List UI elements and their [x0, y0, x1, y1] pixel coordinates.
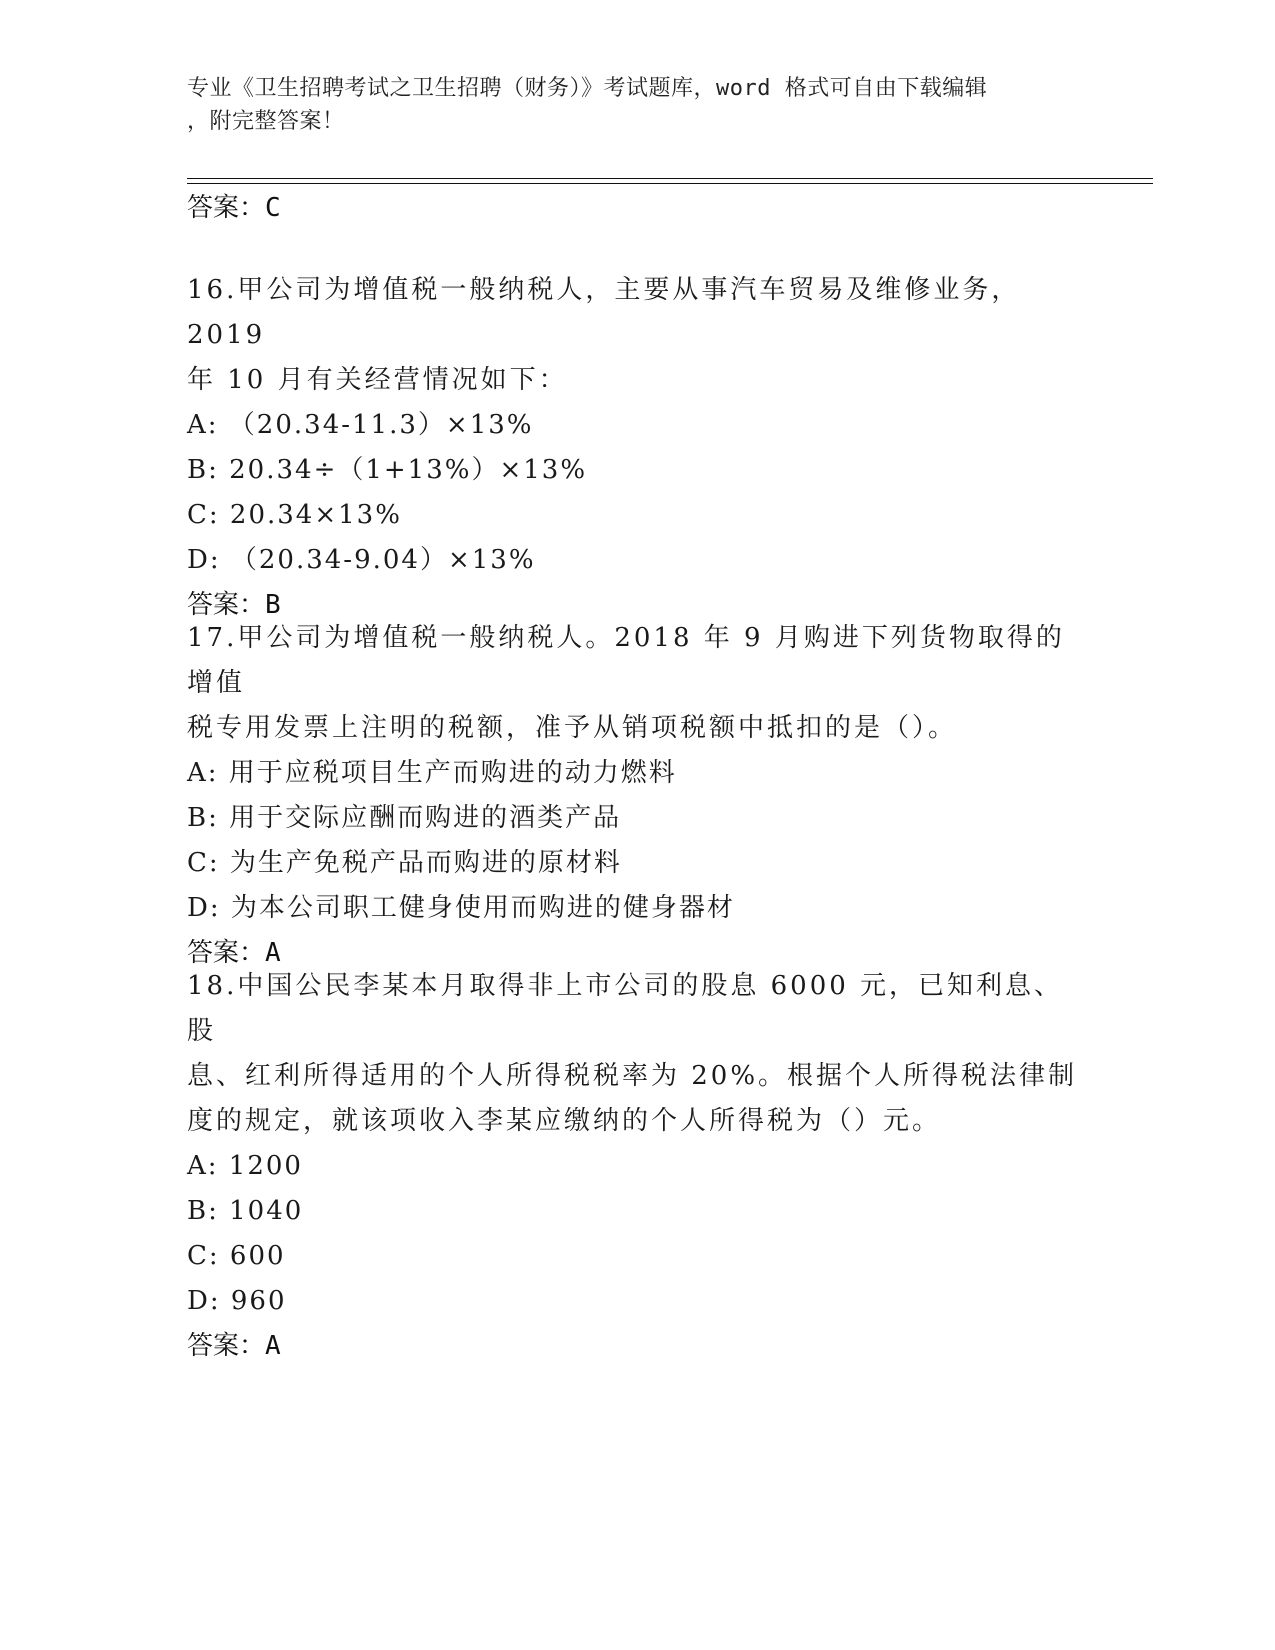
answer: 答案：A	[187, 938, 281, 968]
question-17	[187, 616, 1087, 976]
question-stem-line: 度的规定，就该项收入李某应缴纳的个人所得税为（）元。	[187, 1106, 942, 1136]
option-c: C: 600	[187, 1241, 286, 1271]
option-c: C: 为生产免税产品而购进的原材料	[187, 848, 622, 878]
option-a: A: 1200	[187, 1151, 303, 1181]
question-stem-line: 息、红利所得适用的个人所得税税率为 20%。根据个人所得税法律制	[187, 1061, 1078, 1091]
option-a: A: （20.34-11.3）×13%	[187, 410, 534, 440]
question-stem-line: 16.甲公司为增值税一般纳税人，主要从事汽车贸易及维修业务，2019	[187, 275, 1021, 350]
option-b: B: 用于交际应酬而购进的酒类产品	[187, 803, 622, 833]
question-stem-line: 年 10 月有关经营情况如下：	[187, 365, 568, 395]
question-stem-line: 18.中国公民李某本月取得非上市公司的股息 6000 元，已知利息、股	[187, 971, 1064, 1046]
option-d: D: 为本公司职工健身使用而购进的健身器材	[187, 893, 735, 923]
answer: 答案：A	[187, 1331, 281, 1361]
option-d: D: 960	[187, 1286, 287, 1316]
page-header	[187, 72, 1067, 138]
header-rule-top	[187, 178, 1153, 179]
previous-answer: 答案：C	[187, 193, 281, 223]
option-a: A: 用于应税项目生产而购进的动力燃料	[187, 758, 677, 788]
header-line-2: ，附完整答案！	[187, 109, 345, 134]
header-line-1: 专业《卫生招聘考试之卫生招聘（财务）》考试题库，word 格式可自由下载编辑	[187, 76, 988, 101]
question-18	[187, 964, 1087, 1369]
answer: 答案：B	[187, 590, 281, 620]
header-rule-bottom	[187, 183, 1153, 184]
question-stem-line: 税专用发票上注明的税额，准予从销项税额中抵扣的是（）。	[187, 713, 958, 743]
question-16	[187, 268, 1087, 628]
option-c: C: 20.34×13%	[187, 500, 402, 530]
question-stem-line: 17.甲公司为增值税一般纳税人。2018 年 9 月购进下列货物取得的增值	[187, 623, 1065, 698]
option-b: B: 1040	[187, 1196, 304, 1226]
option-d: D: （20.34-9.04）×13%	[187, 545, 536, 575]
option-b: B: 20.34÷（1+13%）×13%	[187, 455, 588, 485]
